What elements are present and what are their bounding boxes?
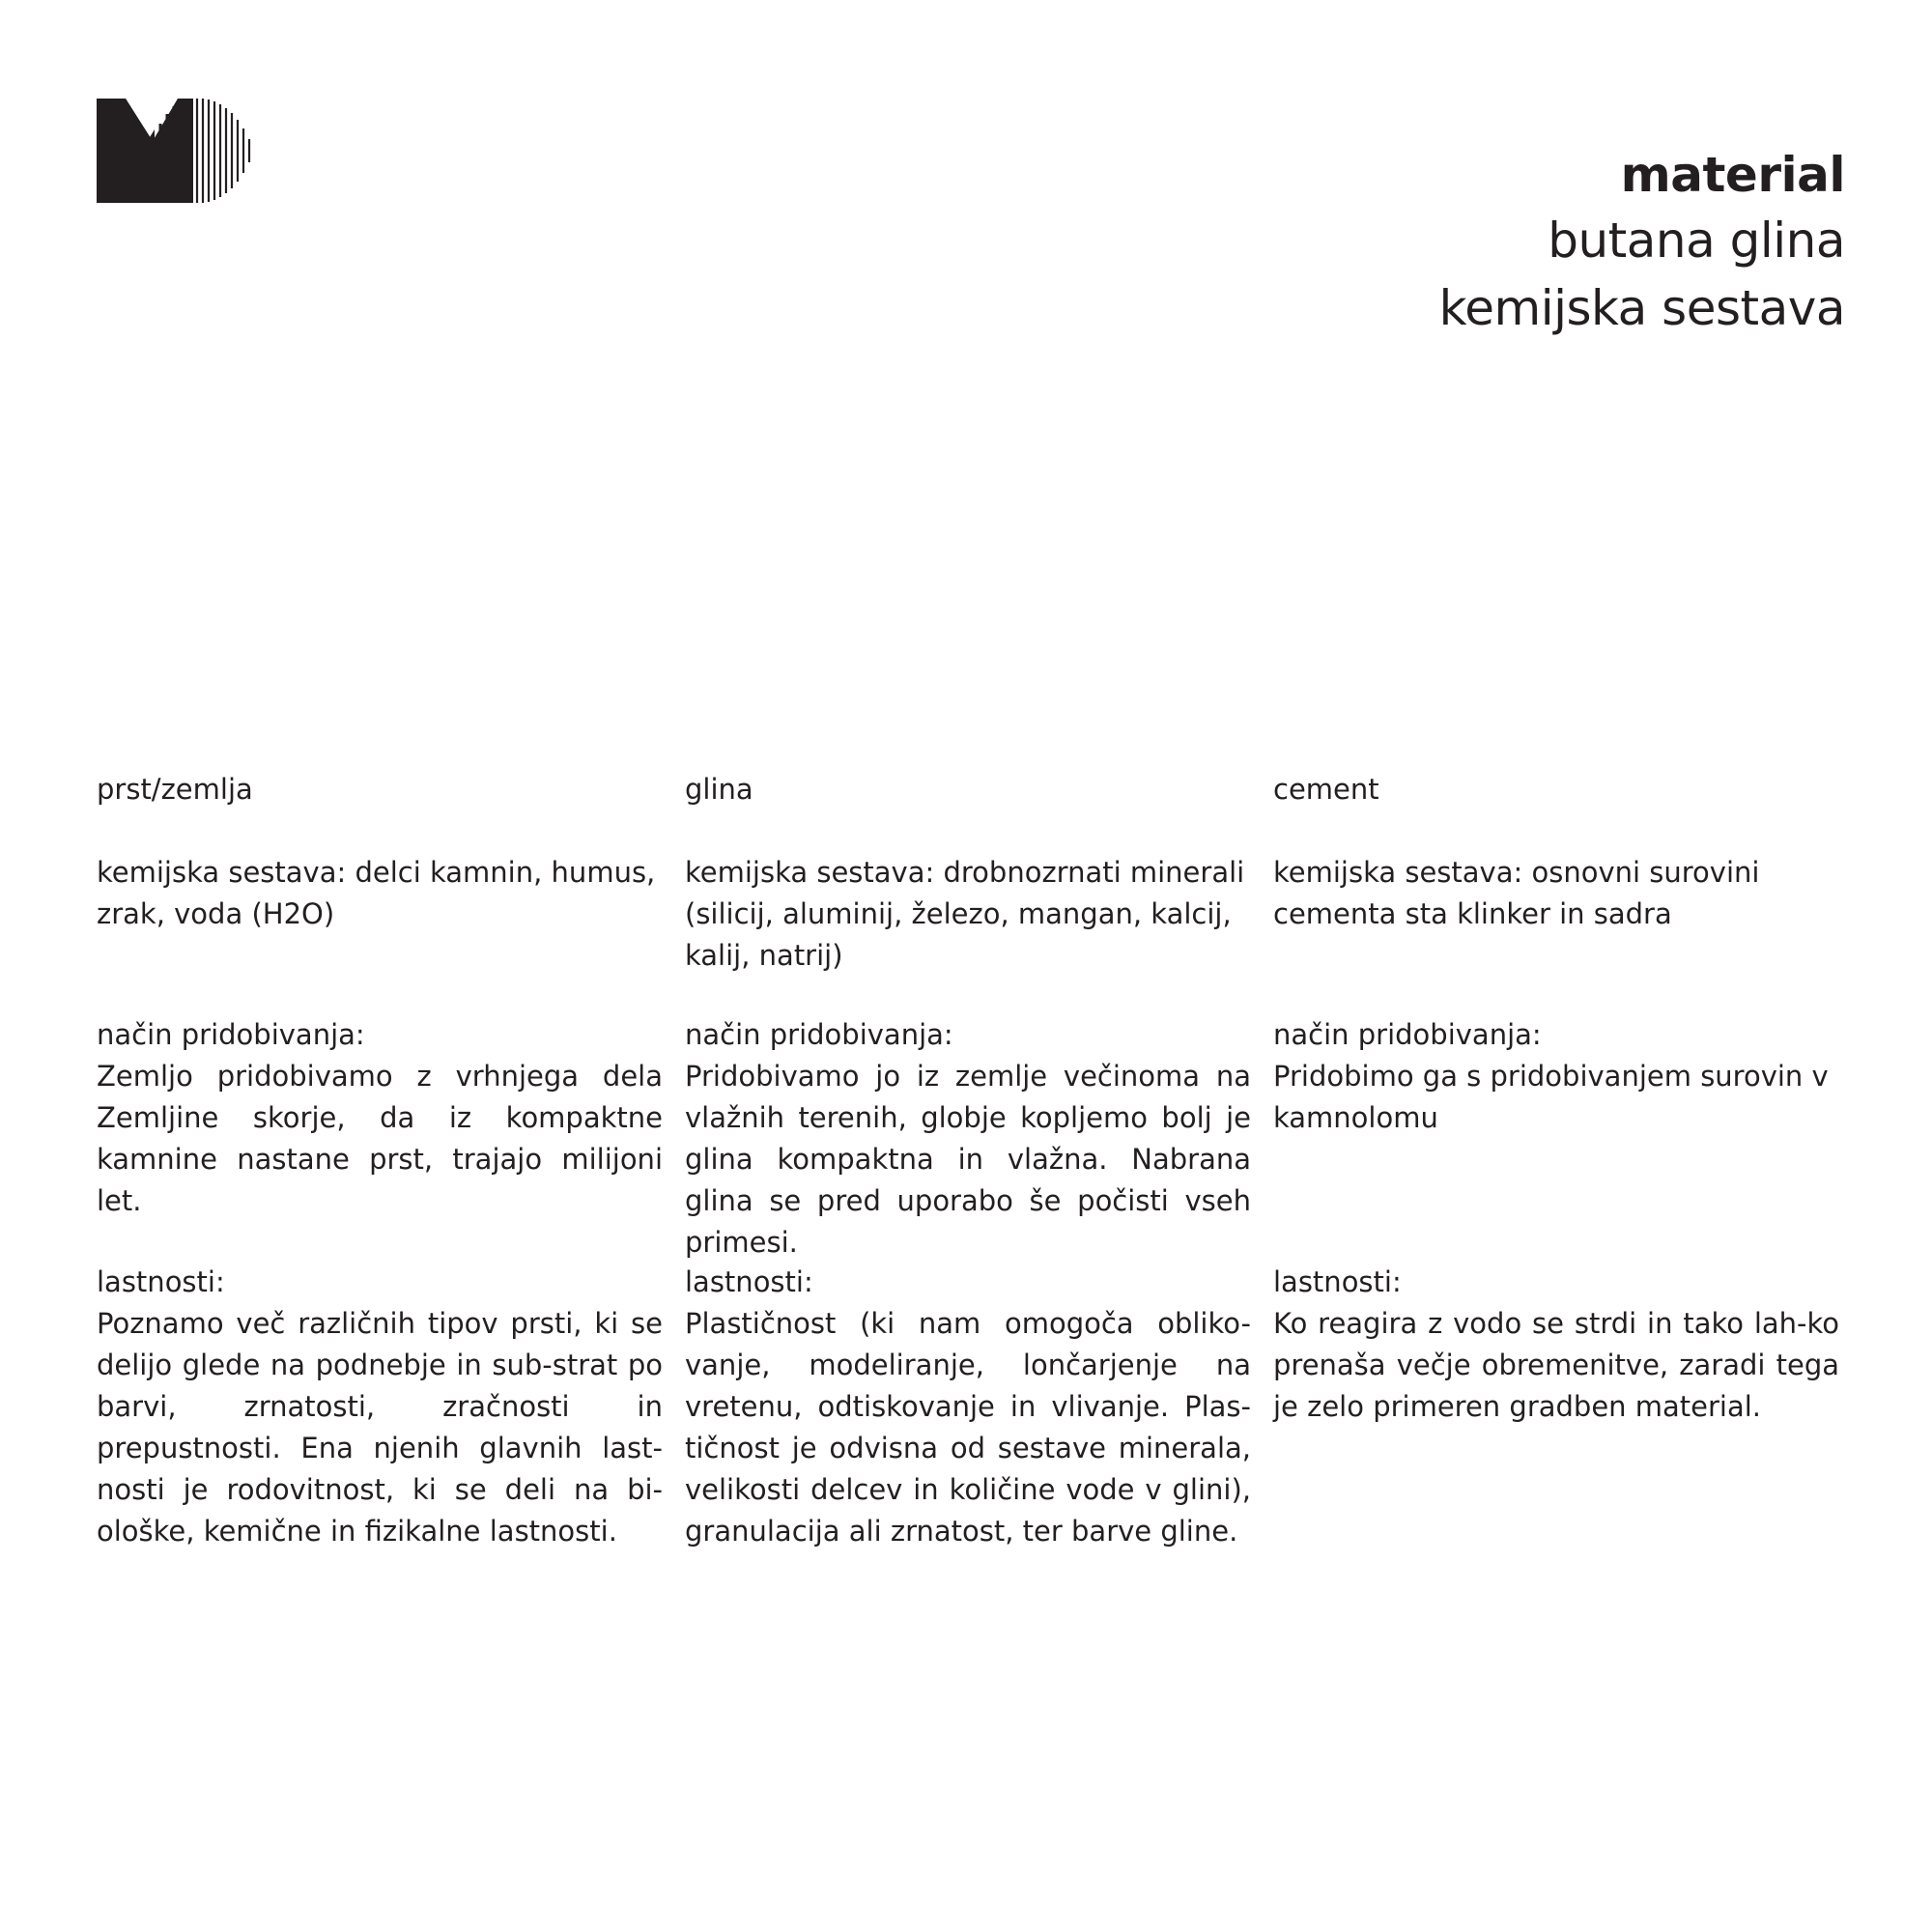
acquisition-section xyxy=(685,1014,1251,1262)
acquisition-label: način pridobivanja: xyxy=(97,1018,365,1051)
acquisition-text: Pridobimo ga s pridobivanjem surovin v kamnolomu xyxy=(1273,1060,1829,1134)
acquisition-section xyxy=(97,1014,663,1262)
acquisition-section xyxy=(1273,1014,1839,1262)
properties-section xyxy=(685,1262,1251,1552)
column-heading: prst/zemlja xyxy=(97,773,253,806)
page-title: material xyxy=(1620,147,1845,203)
properties-section xyxy=(1273,1262,1839,1428)
column-cement xyxy=(1273,769,1839,1428)
properties-text: Poznamo več različnih tipov prsti, ki se delijo glede na podnebje in sub-strat po barvi, zrnatosti, zračnosti in prepustnosti. Ena njenih glavnih last-nosti je rodovitnost, ki se deli na bi-ološke, kemične in fizikalne lastnosti. xyxy=(97,1307,663,1548)
page-subtitle-2: kemijska sestava xyxy=(1438,280,1845,336)
column-heading: glina xyxy=(685,773,753,806)
chemical-composition: kemijska sestava: osnovni surovini cementa sta klinker in sadra xyxy=(1273,856,1760,930)
acquisition-label: način pridobivanja: xyxy=(1273,1018,1542,1051)
md-stripe-logo-icon xyxy=(97,99,261,203)
properties-text: Plastičnost (ki nam omogoča obliko-vanje, modeliranje, lončarjenje na vretenu, odtiskovanje in vlivanje. Plas-tičnost je odvisna od sestave minerala, velikosti delcev in količine vode v glini), granulacija ali zrnatost, ter barve gline. xyxy=(685,1307,1251,1548)
chemical-composition: kemijska sestava: drobnozrnati minerali (silicij, aluminij, železo, mangan, kalcij, kalij, natrij) xyxy=(685,856,1245,972)
properties-label: lastnosti: xyxy=(97,1265,225,1298)
properties-section xyxy=(97,1262,663,1552)
properties-text: Ko reagira z vodo se strdi in tako lah-ko prenaša večje obremenitve, zaradi tega je zelo primeren gradben material. xyxy=(1273,1307,1839,1423)
properties-label: lastnosti: xyxy=(1273,1265,1402,1298)
properties-label: lastnosti: xyxy=(685,1265,813,1298)
title-block xyxy=(1439,143,1845,342)
column-prst-zemlja xyxy=(97,769,663,1552)
column-heading: cement xyxy=(1273,773,1379,806)
chemical-composition: kemijska sestava: delci kamnin, humus, zrak, voda (H2O) xyxy=(97,856,656,930)
page-subtitle-1: butana glina xyxy=(1548,213,1845,269)
acquisition-label: način pridobivanja: xyxy=(685,1018,953,1051)
acquisition-text: Pridobivamo jo iz zemlje večinoma na vlažnih terenih, globje kopljemo bolj je glina kompaktna in vlažna. Nabrana glina se pred uporabo še počisti vseh primesi. xyxy=(685,1060,1251,1259)
acquisition-text: Zemljo pridobivamo z vrhnjega dela Zemljine skorje, da iz kompaktne kamnine nastane prst, trajajo milijoni let. xyxy=(97,1060,663,1217)
column-glina xyxy=(685,769,1251,1552)
